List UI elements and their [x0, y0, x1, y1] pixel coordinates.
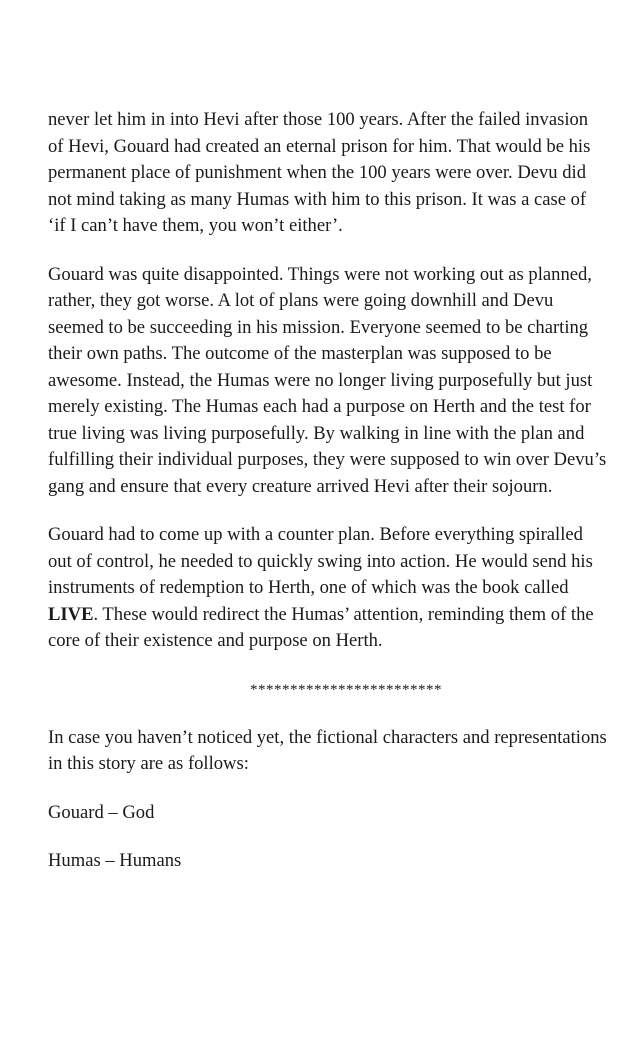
mapping-gouard: Gouard – God — [48, 801, 155, 823]
section-divider: ************************ — [250, 681, 442, 698]
document-page — [48, 107, 608, 897]
paragraph-counter-plan-text-start: Gouard had to come up with a counter plan. Before everything spiralled out of control, he needed to quickly swing into action. He would send his instruments of redemption to Herth, one of which was the book called — [48, 524, 593, 598]
paragraph-disappointment: Gouard was quite disappointed. Things were not working out as planned, rather, they got worse. A lot of plans were going downhill and Devu seemed to be succeeding in his mission. Everyone seemed to be charting their own paths. The outcome of the masterplan was supposed to be awesome. Instead, the Humas were no longer living purposefully but just merely existing. The Humas each had a purpose on Herth and the test for true living was living purposefully. By walking in line with the plan and fulfilling their individual purposes, they were supposed to win over Devu’s gang and ensure that every creature arrived Hevi after their sojourn. — [48, 263, 607, 497]
paragraph-prison: never let him in into Hevi after those 100 years. After the failed invasion of Hevi, Gouard had created an eternal prison for him. That would be his permanent place of punishment when the 100 years were over. Devu did not mind taking as many Humas with him to this prison. It was a case of ‘if I can’t have them, you won’t either’. — [48, 109, 591, 236]
paragraph-counter-plan — [48, 522, 608, 655]
book-title-live: LIVE — [48, 603, 94, 625]
paragraph-counter-plan-text-end: . These would redirect the Humas’ attention, reminding them of the core of their existence and purpose on Herth. — [48, 603, 594, 651]
paragraph-characters-intro: In case you haven’t noticed yet, the fictional characters and representations in this story are as follows: — [48, 726, 607, 774]
mapping-humas: Humas – Humans — [48, 850, 182, 871]
